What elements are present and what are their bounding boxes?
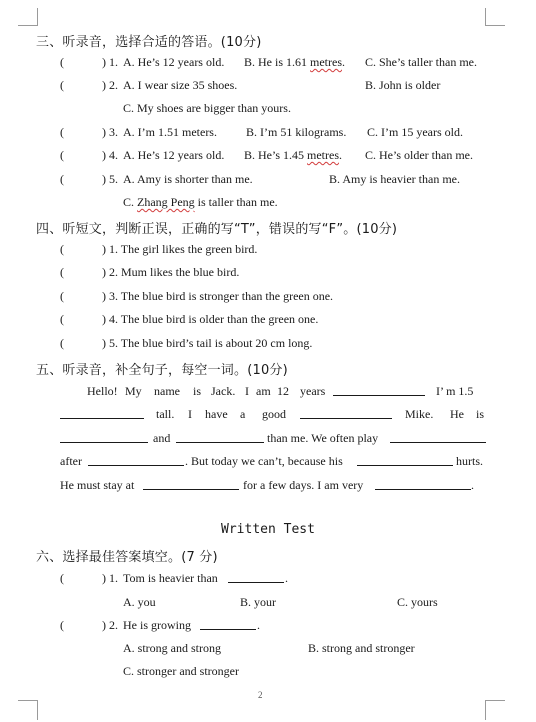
answer-paren-open: ( [60,265,64,279]
word: He must stay at [60,478,135,492]
option-c: C. stronger and stronger [123,664,239,678]
question-number: ) 1. [102,571,118,585]
question-stem: He is growing [123,618,191,632]
option-a: A. He’s 12 years old. [123,148,225,162]
crop-mark-top-left-h [18,25,38,26]
statement: ) 4. The blue bird is older than the green one. [102,312,319,326]
spellcheck-word: Zhang Peng [137,195,195,209]
word: . But today we can’t, because his [185,454,343,468]
word: have [205,407,228,421]
word: My [125,384,142,398]
option-a: A. Amy is shorter than me. [123,172,253,186]
answer-blank[interactable] [88,454,184,466]
answer-paren-open: ( [60,336,64,350]
answer-paren-open: ( [60,289,64,303]
answer-blank[interactable] [228,571,284,583]
question-number: ) 2. [102,78,118,92]
page-number: 2 [258,690,263,700]
crop-mark-top-left-v [37,8,38,26]
option-a: A. I wear size 35 shoes. [123,78,238,92]
word: years [300,384,326,398]
option-a: A. you [123,595,156,609]
answer-blank[interactable] [390,431,486,443]
answer-paren-open: ( [60,242,64,256]
word: . [471,478,474,492]
section-4-title: 四、听短文，判断正误，正确的写“T”，错误的写“F”。(10分) [36,222,398,237]
answer-paren-open: ( [60,125,64,139]
option-b: B. John is older [365,78,441,92]
option-a: A. I’m 1.51 meters. [123,125,217,139]
option-c: C. He’s older than me. [365,148,473,162]
option-b: B. your [240,595,276,609]
statement: ) 1. The girl likes the green bird. [102,242,258,256]
answer-paren-open: ( [60,312,64,326]
word: a [240,407,246,421]
answer-blank[interactable] [357,454,453,466]
word: Mike. [405,407,434,421]
word: after [60,454,82,468]
option-c: C. Zhang Peng is taller than me. [123,195,278,209]
answer-paren-open: ( [60,78,64,92]
word: than me. We often play [267,431,379,445]
word: for a few days. I am very [243,478,364,492]
written-test-heading: Written Test [221,522,315,537]
question-number: ) 2. [102,618,118,632]
answer-blank[interactable] [60,431,148,443]
word: . [257,618,260,632]
section-6-title: 六、选择最佳答案填空。(7 分) [36,550,218,565]
answer-blank[interactable] [176,431,264,443]
word: 12 [277,384,289,398]
spellcheck-word: metres [307,148,339,162]
word: and [153,431,171,445]
answer-blank[interactable] [375,478,471,490]
question-number: ) 5. [102,172,118,186]
question-number: ) 1. [102,55,118,69]
question-stem: Tom is heavier than [123,571,218,585]
word: . [285,571,288,585]
answer-blank[interactable] [200,618,256,630]
answer-blank[interactable] [143,478,239,490]
option-a: A. strong and strong [123,641,221,655]
crop-mark-bottom-right-h [485,700,505,701]
question-number: ) 3. [102,125,118,139]
option-b: B. He’s 1.45 metres. [244,148,342,162]
answer-blank[interactable] [333,384,425,396]
answer-paren-open: ( [60,148,64,162]
crop-mark-top-right-h [485,25,505,26]
crop-mark-bottom-left-v [37,700,38,720]
option-b: B. I’m 51 kilograms. [246,125,347,139]
answer-paren-open: ( [60,571,64,585]
section-3-title: 三、听录音，选择合适的答语。(10分) [36,35,262,50]
option-b: B. He is 1.61 metres. [244,55,345,69]
word: tall. [156,407,175,421]
crop-mark-top-right-v [485,8,486,26]
option-c: C. yours [397,595,438,609]
word: hurts. [456,454,483,468]
word: good [262,407,286,421]
word: Hello! [87,384,118,398]
word: am [256,384,271,398]
word: is [476,407,485,421]
statement: ) 2. Mum likes the blue bird. [102,265,240,279]
spellcheck-word: metres [310,55,342,69]
word: I [245,384,249,398]
option-c: C. I’m 15 years old. [367,125,463,139]
crop-mark-bottom-left-h [18,700,38,701]
option-a: A. He’s 12 years old. [123,55,225,69]
option-b: B. Amy is heavier than me. [329,172,460,186]
option-c: C. She’s taller than me. [365,55,477,69]
word: name [154,384,180,398]
question-number: ) 4. [102,148,118,162]
answer-blank[interactable] [300,407,392,419]
crop-mark-bottom-right-v [485,700,486,720]
statement: ) 5. The blue bird’s tail is about 20 cm long. [102,336,313,350]
statement: ) 3. The blue bird is stronger than the green one. [102,289,334,303]
answer-paren-open: ( [60,55,64,69]
section-5-title: 五、听录音，补全句子，每空一词。(10分) [36,363,288,378]
word: I [188,407,192,421]
answer-paren-open: ( [60,618,64,632]
answer-blank[interactable] [60,407,144,419]
option-b: B. strong and stronger [308,641,415,655]
word: I’ m 1.5 [436,384,474,398]
word: He [450,407,464,421]
answer-paren-open: ( [60,172,64,186]
option-c: C. My shoes are bigger than yours. [123,101,291,115]
word: Jack. [211,384,236,398]
word: is [193,384,202,398]
